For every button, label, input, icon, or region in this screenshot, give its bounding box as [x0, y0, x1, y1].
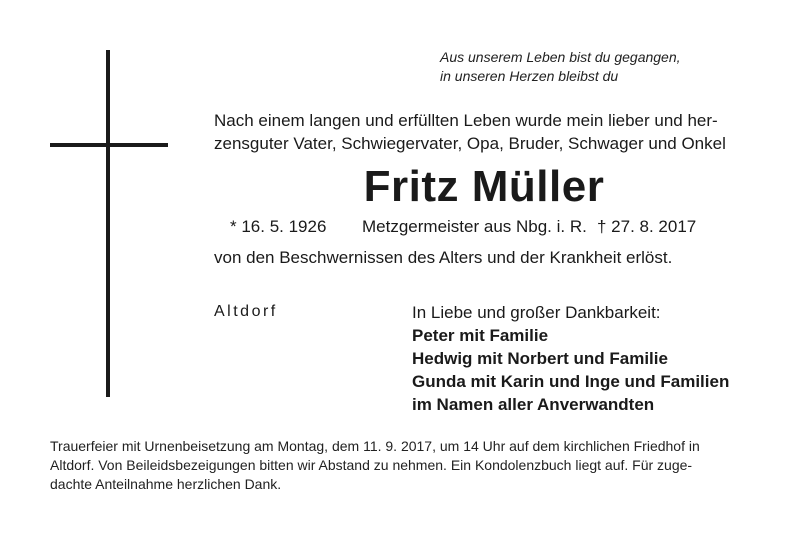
intro-line: zensguter Vater, Schwiegervater, Opa, Bruder, Schwager und Onkel [214, 134, 726, 153]
mourners-lead: In Liebe und großer Dankbarkeit: [412, 303, 661, 322]
mourner-entry: im Namen aller Anverwandten [412, 395, 655, 414]
relief-text: von den Beschwernissen des Alters und der Krankheit erlöst. [214, 248, 673, 267]
motto-line: Aus unserem Leben bist du gegangen, [440, 49, 681, 65]
intro-line: Nach einem langen und erfüllten Leben wurde mein lieber und her- [214, 111, 718, 130]
funeral-notice [50, 437, 750, 494]
occupation: Metzgermeister aus Nbg. i. R. [362, 217, 587, 236]
notice-line: Altdorf. Von Beileidsbezeigungen bitten wir Abstand zu nehmen. Ein Kondolenzbuch liegt auf. Für zuge- [50, 457, 693, 473]
motto [440, 48, 750, 86]
place-name: Altdorf [214, 303, 278, 320]
deceased-name: Fritz Müller [363, 162, 605, 211]
birth-date: * 16. 5. 1926 [230, 217, 327, 236]
intro-text [214, 109, 754, 155]
mourner-entry: Hedwig mit Norbert und Familie [412, 349, 668, 368]
mourner-entry: Peter mit Familie [412, 326, 549, 345]
cross-vertical-bar [106, 50, 110, 397]
death-date: † 27. 8. 2017 [597, 217, 697, 236]
motto-line: in unseren Herzen bleibst du [440, 68, 619, 84]
cross-horizontal-bar [50, 143, 168, 147]
notice-line: dachte Anteilnahme herzlichen Dank. [50, 476, 282, 492]
mourners-block [412, 301, 772, 416]
notice-line: Trauerfeier mit Urnenbeisetzung am Montag, dem 11. 9. 2017, um 14 Uhr auf dem kirchlichen Friedhof in [50, 438, 700, 454]
mourner-entry: Gunda mit Karin und Inge und Familien [412, 372, 730, 391]
